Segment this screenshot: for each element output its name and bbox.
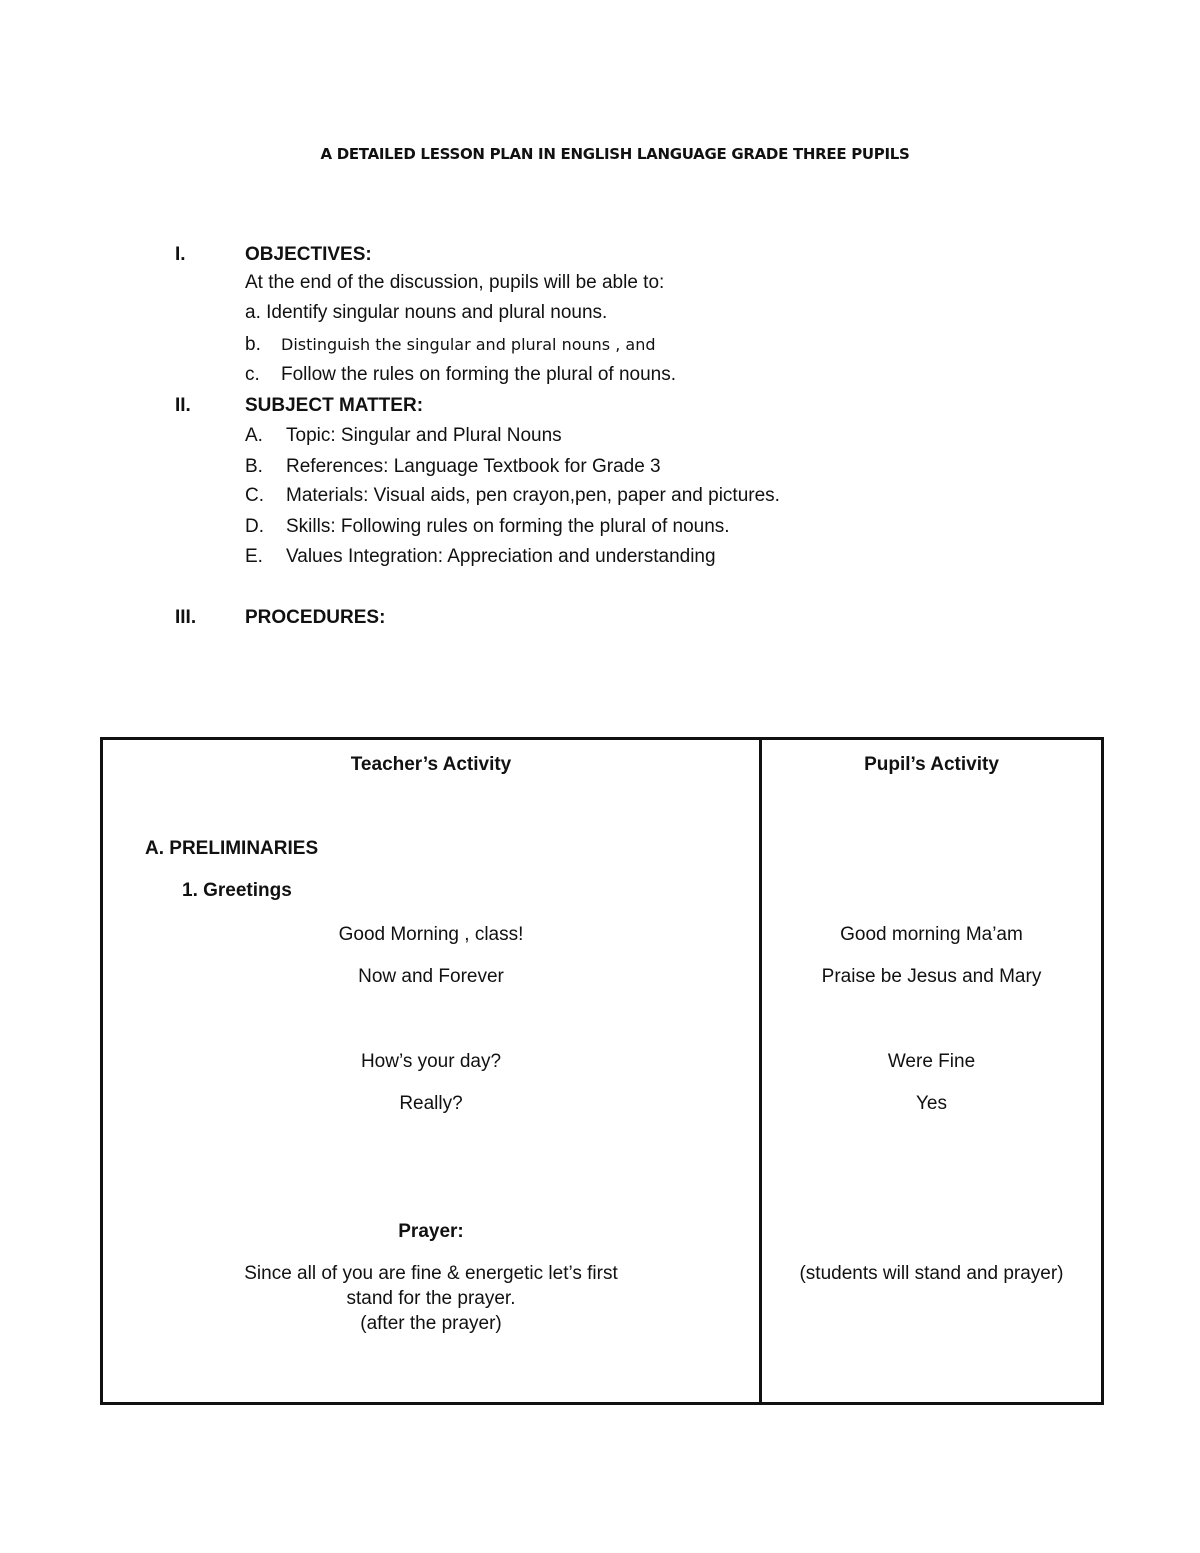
objective-b-label: b. — [245, 334, 261, 355]
greetings-heading: 1. Greetings — [182, 880, 292, 901]
procedures-heading: PROCEDURES: — [245, 607, 386, 628]
pupil-line: Were Fine — [887, 1051, 976, 1072]
prayer-response: (students will stand and prayer) — [799, 1263, 1064, 1284]
preliminaries-heading: A. PRELIMINARIES — [145, 838, 319, 859]
subject-topic: Topic: Singular and Plural Nouns — [286, 425, 562, 446]
subject-label-c: C. — [245, 485, 264, 506]
pupil-activity-header: Pupil’s Activity — [864, 754, 999, 775]
teacher-line: Really? — [399, 1093, 463, 1114]
subject-label-b: B. — [245, 456, 263, 477]
objectives-heading: OBJECTIVES: — [245, 244, 372, 265]
pupil-line: Praise be Jesus and Mary — [821, 966, 1042, 987]
subject-matter-heading: SUBJECT MATTER: — [245, 395, 424, 416]
teacher-line: Good Morning , class! — [338, 924, 524, 945]
activity-table — [100, 737, 1104, 1405]
prayer-heading: Prayer: — [398, 1221, 464, 1242]
prayer-text-line: Since all of you are fine & energetic let’s first — [244, 1263, 618, 1284]
subject-materials: Materials: Visual aids, pen crayon,pen, paper and pictures. — [286, 485, 780, 506]
subject-label-e: E. — [245, 546, 263, 567]
prayer-text-line: (after the prayer) — [360, 1313, 502, 1334]
page-title: A DETAILED LESSON PLAN IN ENGLISH LANGUAGE GRADE THREE PUPILS — [320, 145, 910, 163]
objective-c: Follow the rules on forming the plural of nouns. — [281, 364, 676, 385]
objective-c-label: c. — [245, 364, 260, 385]
procedures-numeral: III. — [175, 607, 197, 628]
subject-label-d: D. — [245, 516, 264, 537]
subject-matter-numeral: II. — [175, 395, 191, 416]
teacher-activity-header: Teacher’s Activity — [350, 754, 512, 775]
objective-b: Distinguish the singular and plural nouns , and — [281, 335, 656, 354]
subject-skills: Skills: Following rules on forming the plural of nouns. — [286, 516, 730, 537]
teacher-line: How’s your day? — [360, 1051, 502, 1072]
prayer-text — [103, 1261, 759, 1336]
teacher-line: Now and Forever — [358, 966, 504, 987]
prayer-text-line: stand for the prayer. — [346, 1288, 516, 1309]
objectives-intro: At the end of the discussion, pupils will be able to: — [245, 272, 665, 293]
objectives-numeral: I. — [175, 244, 186, 265]
subject-values: Values Integration: Appreciation and understanding — [286, 546, 716, 567]
pupil-line: Yes — [916, 1093, 947, 1114]
subject-references: References: Language Textbook for Grade 3 — [286, 456, 661, 477]
subject-label-a: A. — [245, 425, 263, 446]
pupil-line: Good morning Ma’am — [840, 924, 1023, 945]
objective-a: a. Identify singular nouns and plural nouns. — [245, 302, 608, 323]
